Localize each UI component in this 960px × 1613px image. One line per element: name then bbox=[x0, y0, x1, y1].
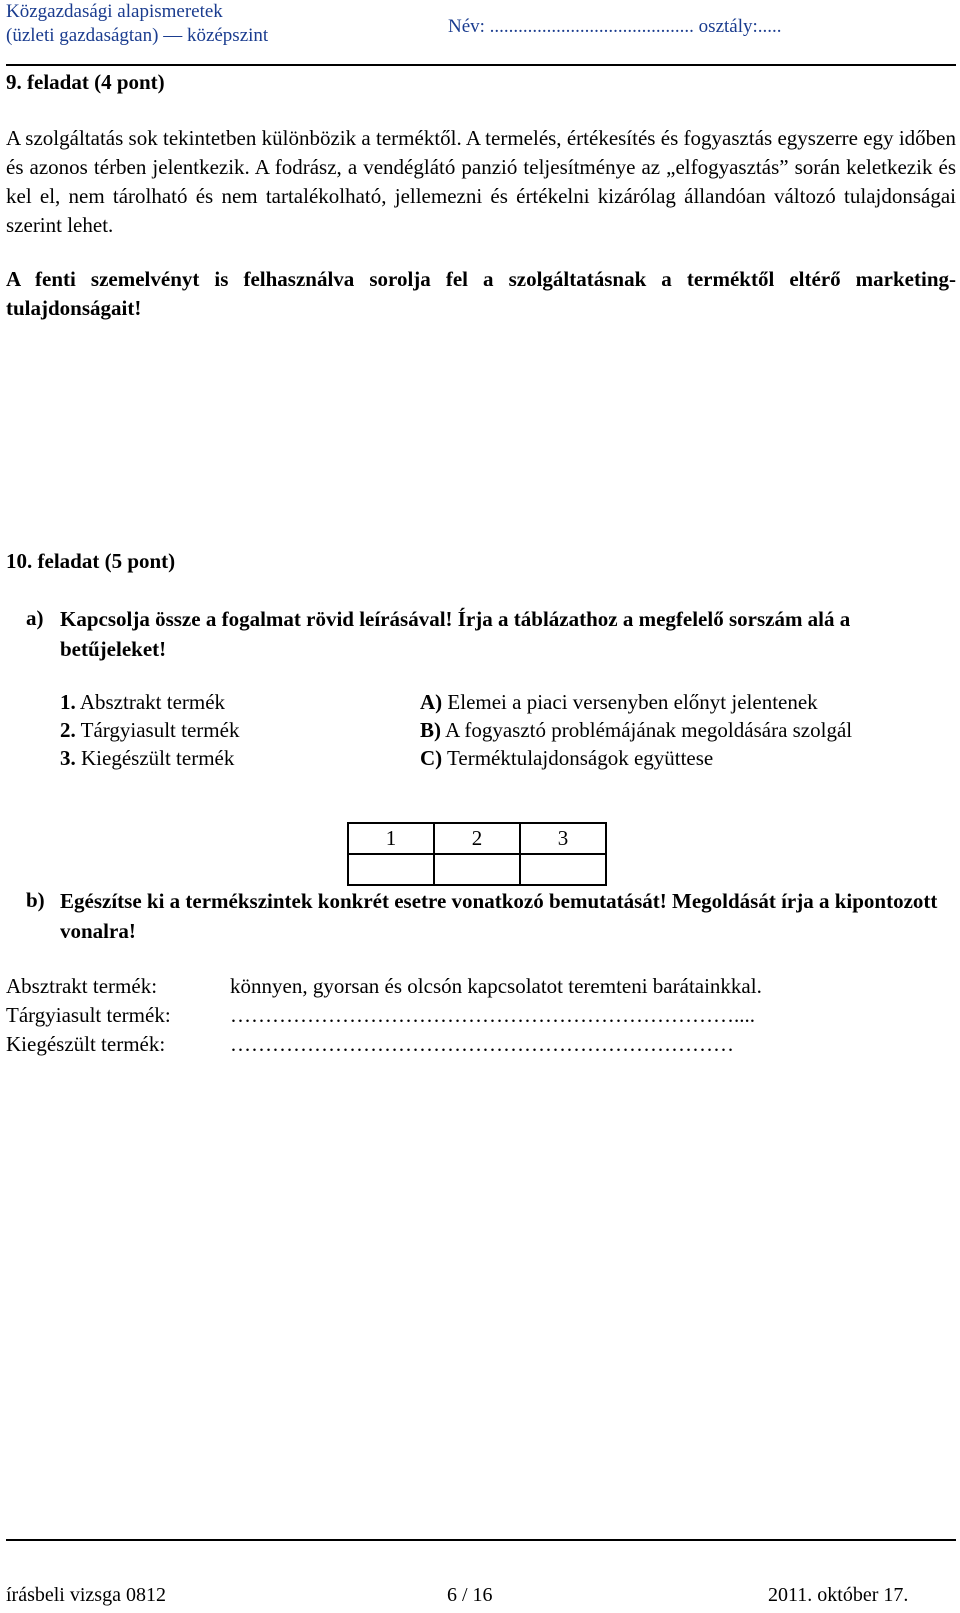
fill-line-augmented[interactable]: ……………………………………………………………… bbox=[230, 1032, 734, 1056]
task10-title: 10. feladat (5 pont) bbox=[6, 549, 176, 573]
header-subject-line2: (üzleti gazdaságtan) — középszint bbox=[6, 25, 269, 46]
description-text: Terméktulajdonságok együttese bbox=[447, 746, 714, 770]
answer-cell[interactable] bbox=[520, 854, 606, 885]
header-subject-line1: Közgazdasági alapismeretek bbox=[6, 1, 223, 22]
term-label: Absztrakt termék bbox=[79, 690, 226, 714]
header-name-class: Név: ........................................... osztály:..... bbox=[448, 16, 782, 37]
term-row-3 bbox=[60, 744, 234, 772]
description-row-b bbox=[420, 716, 852, 744]
fill-label-abstract: Absztrakt termék: bbox=[6, 974, 158, 998]
footer-rule bbox=[6, 1539, 956, 1541]
footer-page-number: 6 / 16 bbox=[447, 1584, 493, 1606]
term-number: 1. bbox=[60, 690, 76, 714]
description-letter: A) bbox=[420, 690, 443, 714]
answer-table-header-row bbox=[348, 823, 606, 854]
part-a-letter: a) bbox=[26, 606, 44, 630]
answer-cell[interactable] bbox=[434, 854, 520, 885]
answer-table-header-cell: 3 bbox=[520, 823, 606, 854]
description-text: Elemei a piaci versenyben előnyt jelentenek bbox=[447, 690, 818, 714]
fill-label-tangible: Tárgyiasult termék: bbox=[6, 1003, 171, 1027]
answer-table bbox=[347, 822, 607, 886]
term-label: Tárgyiasult termék bbox=[80, 718, 240, 742]
term-label: Kiegészült termék bbox=[81, 746, 235, 770]
part-b-instruction: Egészítse ki a termékszintek konkrét esetre vonatkozó bemutatását! Megoldását írja a kipontozott vonalra! bbox=[60, 889, 938, 943]
answer-table-answer-row bbox=[348, 854, 606, 885]
footer-date: 2011. október 17. bbox=[768, 1584, 909, 1606]
fill-label-augmented: Kiegészült termék: bbox=[6, 1032, 166, 1056]
fill-text-abstract: könnyen, gyorsan és olcsón kapcsolatot teremteni barátainkkal. bbox=[230, 974, 762, 998]
description-letter: B) bbox=[420, 718, 441, 742]
description-row-c bbox=[420, 744, 713, 772]
part-a-instruction: Kapcsolja össze a fogalmat rövid leírásával! Írja a táblázathoz a megfelelő sorszám alá a betűjeleket! bbox=[60, 607, 851, 661]
term-row-2 bbox=[60, 716, 239, 744]
term-row-1 bbox=[60, 688, 225, 716]
description-letter: C) bbox=[420, 746, 443, 770]
fill-line-tangible[interactable]: ……………………………………………………………….... bbox=[230, 1003, 755, 1027]
answer-cell[interactable] bbox=[348, 854, 434, 885]
task9-question: A fenti szemelvényt is felhasználva sorolja fel a szolgáltatásnak a terméktől eltérő marketing-tulajdonságait! bbox=[6, 267, 956, 320]
term-number: 3. bbox=[60, 746, 76, 770]
description-row-a bbox=[420, 688, 818, 716]
part-b-letter: b) bbox=[26, 888, 45, 912]
task9-title: 9. feladat (4 pont) bbox=[6, 70, 165, 94]
task9-paragraph: A szolgáltatás sok tekintetben különbözik a terméktől. A termelés, értékesítés és fogyasztás egyszerre egy időben és azonos térben jelentkezik. A fodrász, a vendéglátó panzió teljesítménye az „elfogyasztás” során keletkezik és kel el, nem tárolható és nem tartalékolható, jellemezni és értékelni kizárólag állandóan változó tulajdonságai szerint lehet. bbox=[6, 126, 956, 237]
term-number: 2. bbox=[60, 718, 76, 742]
header-rule bbox=[6, 64, 956, 66]
description-text: A fogyasztó problémájának megoldására szolgál bbox=[445, 718, 853, 742]
answer-table-header-cell: 1 bbox=[348, 823, 434, 854]
footer-exam-code: írásbeli vizsga 0812 bbox=[6, 1584, 166, 1606]
answer-table-header-cell: 2 bbox=[434, 823, 520, 854]
header-subject bbox=[6, 0, 268, 48]
